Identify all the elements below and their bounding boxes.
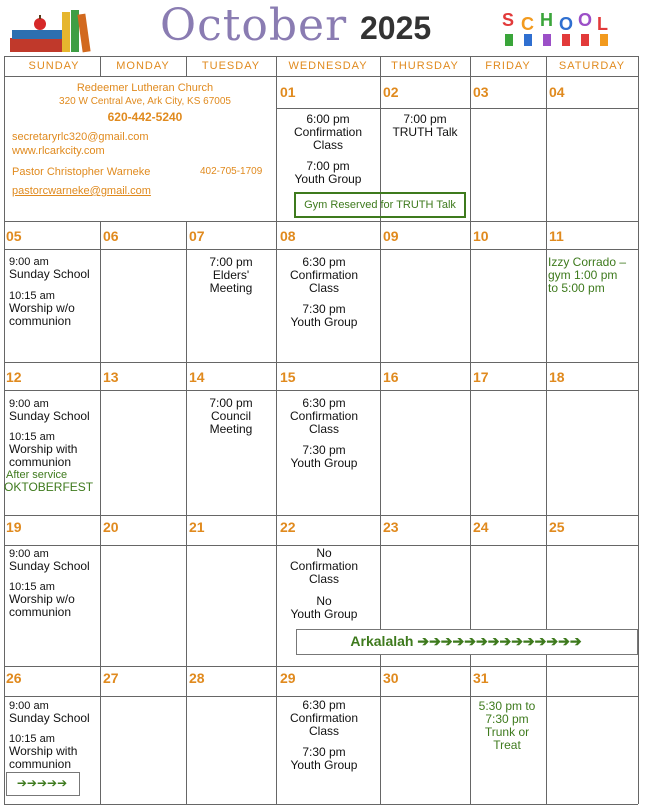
date-16: 16	[383, 369, 399, 385]
event-oct12-line: Sunday School	[9, 409, 90, 423]
dayname-wednesday: WEDNESDAY	[288, 60, 368, 72]
date-13: 13	[103, 369, 119, 385]
event-oct12-time2: 10:15 am	[9, 431, 55, 443]
kid-figure	[524, 34, 532, 46]
date-17: 17	[473, 369, 489, 385]
date-06: 06	[103, 228, 119, 244]
event-oct01-time2: 7:00 pm	[306, 159, 350, 173]
event-oct31-line: Treat	[493, 738, 521, 752]
grid-hline	[4, 390, 276, 391]
school-letter: O	[559, 14, 574, 34]
dayname-friday: FRIDAY	[485, 60, 531, 72]
grid-vline	[638, 56, 639, 804]
date-24: 24	[473, 519, 489, 535]
grid-vline	[546, 56, 547, 804]
grid-vline	[380, 56, 381, 804]
kid-figure	[581, 34, 589, 46]
school-letter: O	[578, 10, 593, 30]
event-oct08-time2: 7:30 pm	[302, 302, 346, 316]
grid-vline	[186, 221, 187, 804]
date-25: 25	[549, 519, 565, 535]
event-oct22-line: Youth Group	[290, 607, 358, 621]
date-05: 05	[6, 228, 22, 244]
pastor-phone: 402-705-1709	[200, 166, 263, 177]
event-oct01-line: Class	[312, 138, 343, 152]
gym-reserved-note: Gym Reserved for TRUTH Talk	[294, 192, 466, 218]
date-29: 29	[280, 670, 296, 686]
grid-hline	[4, 249, 276, 250]
date-09: 09	[383, 228, 399, 244]
date-31: 31	[473, 670, 489, 686]
church-name: Redeemer Lutheran Church	[76, 82, 214, 94]
event-oct07-line: Meeting	[209, 281, 253, 295]
date-08: 08	[280, 228, 296, 244]
date-07: 07	[189, 228, 205, 244]
kid-figure	[543, 34, 551, 46]
calendar-month-title: October	[160, 0, 348, 51]
kid-figure	[562, 34, 570, 46]
event-oct01-line: Youth Group	[294, 172, 362, 186]
date-30: 30	[383, 670, 399, 686]
event-oct19-line: Worship w/o	[9, 592, 75, 606]
date-14: 14	[189, 369, 205, 385]
grid-hline	[276, 390, 638, 391]
event-oct26-line: communion	[9, 757, 72, 771]
grid-hline	[276, 108, 638, 109]
event-oct11-line: Izzy Corrado –	[548, 255, 627, 269]
date-26: 26	[6, 670, 22, 686]
dayname-saturday: SATURDAY	[558, 60, 626, 72]
school-letter: S	[502, 10, 515, 30]
event-oct12-after-service: After service	[6, 469, 68, 481]
dayname-tuesday: TUESDAY	[201, 60, 261, 72]
date-02: 02	[383, 84, 399, 100]
event-oct01-line: Confirmation	[293, 125, 363, 139]
event-oct29-line: Youth Group	[290, 758, 358, 772]
event-oct14-line: Council	[210, 409, 252, 423]
grid-hline	[4, 76, 638, 77]
event-oct02-line: TRUTH Talk	[392, 125, 458, 139]
event-oct07-time: 7:00 pm	[209, 255, 253, 269]
event-oct12-time1: 9:00 am	[9, 398, 49, 410]
event-oct26-line: Sunday School	[9, 711, 90, 725]
event-oct22-line: Confirmation	[289, 559, 359, 573]
event-oct26-line: Worship with	[9, 744, 78, 758]
event-oct05-line: Worship w/o	[9, 301, 75, 315]
event-oct12-line: Worship with	[9, 442, 78, 456]
school-letter: H	[540, 10, 553, 30]
event-oct05-time1: 9:00 am	[9, 256, 49, 268]
event-oct14-line: Meeting	[209, 422, 253, 436]
event-oct02-time: 7:00 pm	[403, 112, 447, 126]
event-oct08-time1: 6:30 pm	[302, 255, 346, 269]
event-oct31-line: 7:30 pm	[485, 712, 529, 726]
calendar-year: 2025	[360, 10, 432, 46]
dayname-thursday: THURSDAY	[391, 60, 459, 72]
event-oct11-line: to 5:00 pm	[548, 281, 605, 295]
event-oct22-line: No	[316, 546, 332, 560]
date-20: 20	[103, 519, 119, 535]
event-oct12-line: communion	[9, 455, 72, 469]
event-oct29-line: Class	[308, 724, 339, 738]
event-oct26-time2: 10:15 am	[9, 733, 55, 745]
grid-hline	[276, 249, 638, 250]
event-oct26-time1: 9:00 am	[9, 700, 49, 712]
date-18: 18	[549, 369, 565, 385]
event-oct31-line: Trunk or	[484, 725, 530, 739]
event-oct08-line: Confirmation	[289, 268, 359, 282]
books-apple-clipart	[10, 8, 100, 54]
event-oct31-line: 5:30 pm to	[478, 699, 536, 713]
church-email[interactable]: secretaryrlc320@gmail.com	[12, 131, 149, 143]
date-22: 22	[280, 519, 296, 535]
date-15: 15	[280, 369, 296, 385]
date-28: 28	[189, 670, 205, 686]
event-oct07-line: Elders'	[212, 268, 250, 282]
event-oct15-time2: 7:30 pm	[302, 443, 346, 457]
date-04: 04	[549, 84, 565, 100]
school-letter: C	[521, 14, 534, 34]
event-oct08-line: Class	[308, 281, 339, 295]
event-oct15-time1: 6:30 pm	[302, 396, 346, 410]
pastor-name: Pastor Christopher Warneke	[12, 166, 151, 178]
event-oct15-line: Class	[308, 422, 339, 436]
event-oct29-time2: 7:30 pm	[302, 745, 346, 759]
kid-figure	[600, 34, 608, 46]
date-10: 10	[473, 228, 489, 244]
date-12: 12	[6, 369, 22, 385]
oct26-arrows: ➔➔➔➔➔	[16, 776, 68, 790]
event-oct22-line: No	[316, 594, 332, 608]
church-phone: 620-442-5240	[107, 110, 183, 124]
grid-hline	[276, 696, 638, 697]
event-oct14-time: 7:00 pm	[209, 396, 253, 410]
event-oct05-time2: 10:15 am	[9, 290, 55, 302]
grid-vline	[4, 56, 5, 804]
event-oct15-line: Youth Group	[290, 456, 358, 470]
date-23: 23	[383, 519, 399, 535]
event-oct11-line: gym 1:00 pm	[548, 268, 618, 282]
event-oct12-oktoberfest: OKTOBERFEST	[4, 480, 94, 494]
dayname-monday: MONDAY	[116, 60, 170, 72]
arkalalah-label: Arkalalah ➔➔➔➔➔➔➔➔➔➔➔➔➔➔	[350, 633, 582, 649]
date-21: 21	[189, 519, 205, 535]
event-oct08-line: Youth Group	[290, 315, 358, 329]
grid-vline	[470, 56, 471, 804]
church-website[interactable]: www.rlcarkcity.com	[12, 145, 105, 157]
grid-vline	[100, 221, 101, 804]
date-11: 11	[549, 228, 564, 244]
school-kids-clipart	[498, 8, 614, 50]
event-oct19-time1: 9:00 am	[9, 548, 49, 560]
church-address: 320 W Central Ave, Ark City, KS 67005	[59, 96, 231, 107]
date-27: 27	[103, 670, 119, 686]
grid-hline	[4, 804, 638, 805]
date-19: 19	[6, 519, 22, 535]
event-oct19-time2: 10:15 am	[9, 581, 55, 593]
event-oct29-line: Confirmation	[289, 711, 359, 725]
event-oct29-time1: 6:30 pm	[302, 698, 346, 712]
school-letter: L	[597, 14, 608, 34]
event-oct19-line: Sunday School	[9, 559, 90, 573]
grid-hline	[4, 545, 276, 546]
event-oct22-line: Class	[308, 572, 339, 586]
kid-figure	[505, 34, 513, 46]
date-01: 01	[280, 84, 296, 100]
event-oct01-time1: 6:00 pm	[306, 112, 350, 126]
date-03: 03	[473, 84, 489, 100]
event-oct05-line: communion	[9, 314, 72, 328]
pastor-email[interactable]: pastorcwarneke@gmail.com	[12, 185, 151, 197]
event-oct19-line: communion	[9, 605, 72, 619]
event-oct05-line: Sunday School	[9, 267, 90, 281]
event-oct15-line: Confirmation	[289, 409, 359, 423]
grid-hline	[4, 696, 276, 697]
dayname-sunday: SUNDAY	[28, 60, 80, 72]
